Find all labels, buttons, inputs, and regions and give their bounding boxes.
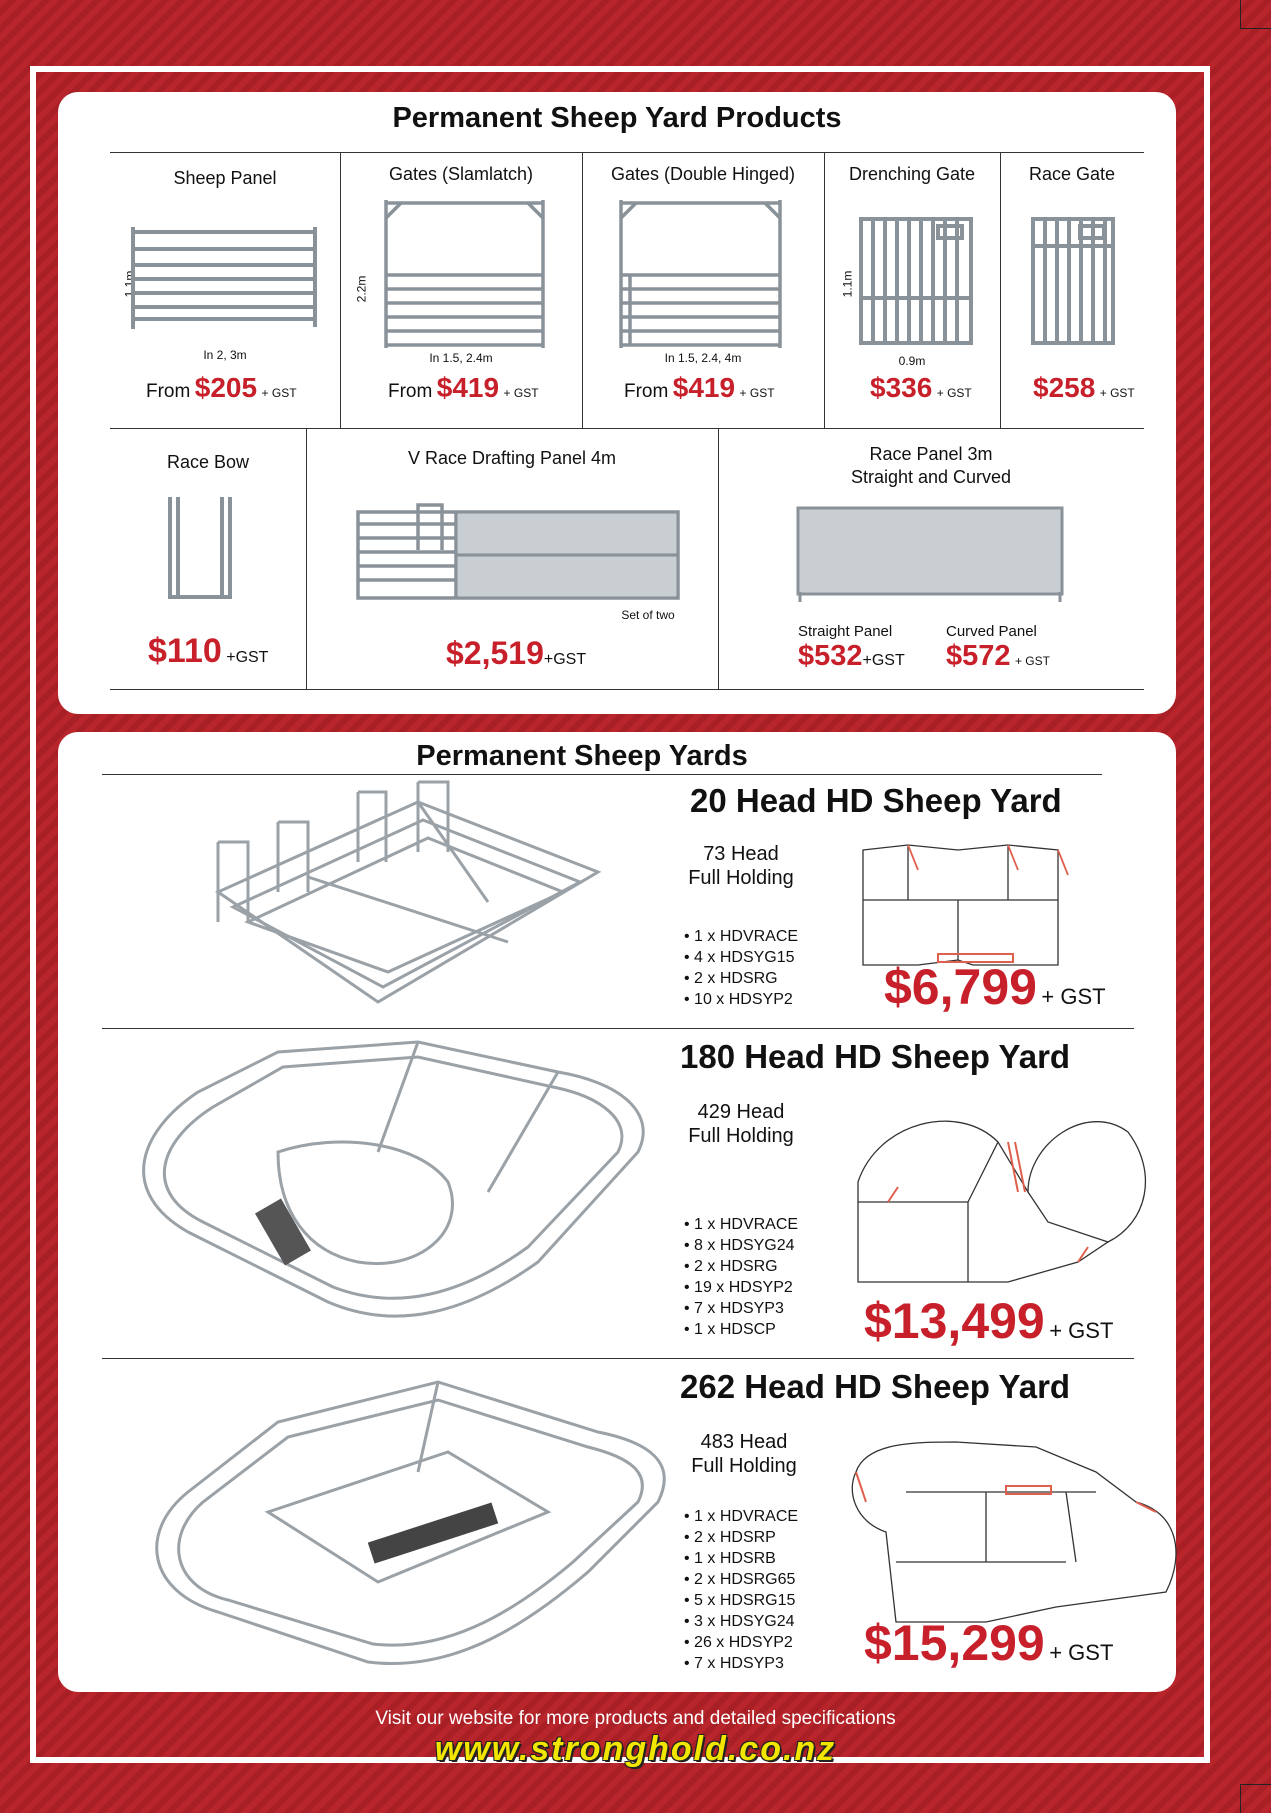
divider [110,152,1144,153]
note-label: Set of two [621,608,675,622]
price: From $419 + GST [624,372,775,403]
price: From $205 + GST [146,372,297,403]
product-name: Drenching Gate [848,164,976,184]
yard-180-head-image [118,1032,678,1342]
race-gate-image [1030,216,1120,346]
part-item: • 5 x HDSRG15 [684,1590,798,1611]
divider [102,774,1102,775]
product-name: Sheep Panel [173,168,277,188]
crop-mark-bottom [1240,1784,1271,1813]
dimension-label: 1.1m [840,270,855,298]
website-link[interactable]: www.stronghold.co.nz [434,1730,837,1768]
part-item: • 1 x HDVRACE [684,1214,798,1235]
size-label: 0.9m [898,354,926,368]
part-item: • 19 x HDSYP2 [684,1277,798,1298]
part-item: • 2 x HDSRG65 [684,1569,798,1590]
parts-list [684,926,798,1010]
holding-capacity: 483 Head Full Holding [691,1431,797,1477]
parts-list [684,1506,798,1674]
product-name: Gates (Slamlatch) [388,164,534,184]
part-item: • 3 x HDSYG24 [684,1611,798,1632]
race-panel-image [796,506,1066,606]
yard-price: $15,299 + GST [864,1615,1114,1671]
product-name: Race Panel 3m [869,444,993,464]
price: $2,519+GST [446,635,587,671]
product-name: Race Gate [1028,164,1116,184]
crop-mark-top [1240,0,1271,29]
yard-title: 180 Head HD Sheep Yard [680,1038,1071,1075]
curved-panel-label: Curved Panel [946,623,1037,640]
divider [102,1028,1134,1029]
yard-20-head-plan [858,840,1098,960]
size-label: In 2, 3m [203,348,247,362]
drenching-gate-image [858,216,978,346]
part-item: • 1 x HDSCP [684,1319,798,1340]
sheep-panel-image [130,227,330,327]
yard-20-head-image [208,782,608,1012]
part-item: • 1 x HDVRACE [684,1506,798,1527]
yard-price: $6,799 + GST [884,959,1106,1015]
part-item: • 4 x HDSYG15 [684,947,798,968]
slamlatch-gate-image [383,200,543,350]
part-item: • 10 x HDSYP2 [684,989,798,1010]
holding-capacity: 429 Head Full Holding [688,1101,794,1147]
size-label: In 1.5, 2.4m [429,351,493,365]
product-name: Race Bow [166,452,250,472]
products-title: Permanent Sheep Yard Products [392,102,842,134]
part-item: • 2 x HDSRP [684,1527,798,1548]
dimension-label: 2.2m [354,275,369,303]
divider [110,689,1144,690]
part-item: • 7 x HDSYP3 [684,1653,798,1674]
price: From $419 + GST [388,372,539,403]
yard-180-head-plan [848,1102,1168,1292]
divider [102,1358,1134,1359]
race-bow-image [166,497,246,607]
part-item: • 1 x HDVRACE [684,926,798,947]
price: $258 + GST [1033,372,1135,403]
straight-panel-price: $532+GST [798,640,905,672]
part-item: • 8 x HDSYG24 [684,1235,798,1256]
part-item: • 2 x HDSRG [684,968,798,989]
yard-262-head-plan [836,1432,1186,1632]
yard-title: 262 Head HD Sheep Yard [680,1368,1071,1405]
part-item: • 7 x HDSYP3 [684,1298,798,1319]
parts-list [684,1214,798,1340]
divider [110,428,1144,429]
product-name-subtitle: Straight and Curved [850,467,1012,487]
straight-panel-label: Straight Panel [798,623,893,640]
size-label: In 1.5, 2.4, 4m [664,351,742,365]
divider [1000,152,1001,428]
product-name: V Race Drafting Panel 4m [407,448,617,468]
part-item: • 26 x HDSYP2 [684,1632,798,1653]
products-card [58,92,1176,714]
yard-title: 20 Head HD Sheep Yard [690,782,1062,819]
product-name: Gates (Double Hinged) [610,164,796,184]
part-item: • 1 x HDSRB [684,1548,798,1569]
v-race-drafting-panel-image [356,500,686,610]
dimension-label: 1.1m [122,270,137,298]
divider [340,152,341,428]
price: $336 + GST [870,372,972,403]
yard-262-head-image [118,1372,678,1672]
curved-panel-price: $572 + GST [946,640,1050,672]
part-item: • 2 x HDSRG [684,1256,798,1277]
yards-title: Permanent Sheep Yards [416,740,748,772]
double-hinged-gate-image [618,200,783,350]
yards-card [58,732,1176,1692]
holding-capacity: 73 Head Full Holding [688,843,794,889]
footer-note: Visit our website for more products and detailed specifications [375,1708,896,1729]
divider [824,152,825,428]
divider [582,152,583,428]
price: $110 +GST [148,632,269,670]
yard-price: $13,499 + GST [864,1293,1114,1349]
